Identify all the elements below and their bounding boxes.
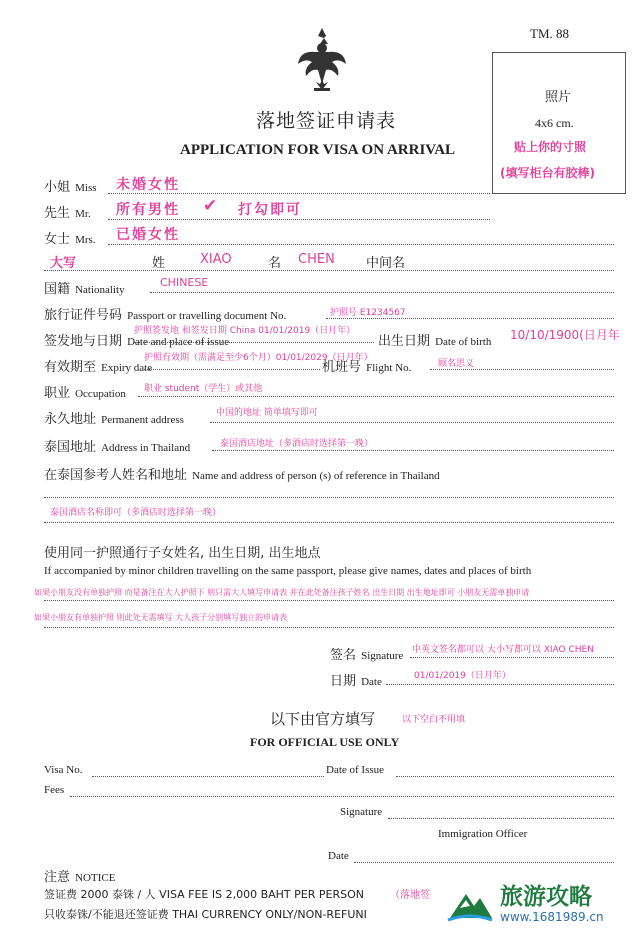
minors-line-2 (44, 627, 614, 628)
permanent-line (210, 422, 614, 423)
signature-label (330, 644, 403, 663)
signature-line (410, 657, 614, 658)
notice-fee-line: 签证费 2000 泰铢 / 人 VISA FEE IS 2,000 BAHT PER PERSON (44, 888, 364, 901)
birth-cn: 出生日期 (378, 334, 431, 349)
permanent-value: 中国的地址 简单填写即可 (216, 408, 318, 418)
check-icon: ✔ (203, 196, 218, 216)
thai-address-cn: 泰国地址 (44, 440, 97, 455)
minors-line-1 (44, 600, 614, 601)
issue-cn: 签发地与日期 (44, 334, 123, 349)
reference-cn: 在泰国参考人姓名和地址 (44, 468, 188, 483)
passport-en: Passport or travelling document No. (127, 310, 287, 322)
photo-note: 贴上你的寸照 (514, 140, 587, 154)
birth-value: 10/10/1900(日月年 (510, 328, 620, 342)
nationality-value: CHINESE (160, 276, 209, 289)
mr-note: 所有男性 (116, 202, 180, 218)
mr-cn: 先生 (44, 206, 71, 221)
given-name-value: CHEN (298, 252, 335, 267)
passport-value: 护照号 E1234567 (330, 308, 406, 318)
mrs-line (108, 244, 614, 245)
date-value: 01/01/2019（日月年） (414, 671, 511, 681)
notice-label (44, 866, 115, 885)
mr-row (44, 202, 91, 221)
official-signature: Signature (340, 806, 383, 818)
thai-address-line (212, 450, 614, 451)
notice-en: NOTICE (75, 872, 116, 884)
official-note: 以下空白不用填 (402, 715, 466, 725)
signature-cn: 签名 (330, 648, 357, 663)
permanent-en: Permanent address (101, 414, 184, 426)
signature-value: 中英文签名都可以 大小写都可以 XIAO CHEN (412, 645, 594, 655)
flight-cn: 机班号 (322, 360, 362, 375)
minors-en: If accompanied by minor children travelling on the same passport, please give names, dates and places of birth (44, 565, 532, 577)
passport-label (44, 304, 286, 323)
occupation-en: Occupation (75, 388, 126, 400)
flight-en: Flight No. (366, 362, 412, 374)
date-of-issue-line (396, 776, 614, 777)
official-date: Date (328, 850, 349, 862)
official-visa-no: Visa No. (44, 764, 83, 776)
mr-en: Mr. (75, 208, 91, 220)
expiry-cn: 有效期至 (44, 360, 97, 375)
notice-currency-line: 只收泰铢/不能退还签证费 THAI CURRENCY ONLY/NON-REFUNI (44, 908, 367, 921)
flight-label (322, 356, 411, 375)
photo-note-glue: (填写柜台有胶棒) (500, 166, 595, 180)
occupation-label (44, 382, 126, 401)
reference-en: Name and address of person (s) of reference in Thailand (192, 470, 440, 482)
visa-no-line (92, 776, 324, 777)
fees-line (70, 796, 614, 797)
caps-note: 大写 (50, 256, 77, 271)
notice-cn: 注意 (44, 870, 71, 885)
garuda-emblem (296, 24, 348, 94)
minors-cn: 使用同一护照通行子女姓名, 出生日期, 出生地点 (44, 546, 321, 561)
expiry-en: Expiry date (101, 362, 153, 374)
mrs-en: Mrs. (75, 234, 96, 246)
given-name-label: 名 (268, 256, 282, 271)
minors-note-2: 如果小朋友有单独护照 则此处无需填写 大人孩子分别填写独立的申请表 (34, 613, 288, 622)
flight-line (430, 369, 614, 370)
title-english: APPLICATION FOR VISA ON ARRIVAL (180, 142, 456, 158)
date-label (330, 670, 382, 689)
issue-en: Date and place of issue (127, 336, 230, 348)
reference-line-2 (44, 522, 614, 523)
photo-label: 照片 (545, 90, 572, 105)
notice-fee-note: （落地签 (390, 890, 430, 901)
thai-address-en: Address in Thailand (101, 442, 191, 454)
expiry-value: 护照有效期（需满足至少6个月）01/01/2029（日月年） (144, 353, 373, 363)
mrs-note: 已婚女性 (116, 227, 180, 243)
passport-line (326, 318, 614, 319)
middle-name-label: 中间名 (366, 256, 406, 271)
mrs-cn: 女士 (44, 232, 71, 247)
miss-cn: 小姐 (44, 180, 71, 195)
expiry-line (144, 369, 320, 370)
permanent-cn: 永久地址 (44, 412, 97, 427)
thai-address-label (44, 436, 190, 455)
reference-value: 泰国酒店名称即可（多酒店时选择第一晚） (50, 508, 222, 518)
surname-label: 姓 (152, 256, 166, 271)
occupation-value: 职业 student（学生）或其他 (144, 384, 263, 394)
signature-en: Signature (361, 650, 404, 662)
official-officer: Immigration Officer (438, 828, 528, 840)
issue-line (134, 342, 374, 343)
miss-note: 未婚女性 (116, 177, 180, 193)
date-cn: 日期 (330, 674, 357, 689)
photo-size: 4x6 cm. (535, 116, 574, 130)
thai-address-value: 泰国酒店地址（多酒店时选择第一晚） (220, 439, 374, 449)
miss-line (108, 193, 490, 194)
occupation-line (138, 396, 614, 397)
date-line (386, 684, 614, 685)
watermark-url: www.1681989.cn (500, 910, 604, 924)
official-date-line (354, 862, 614, 863)
issue-value: 护照签发地 和签发日期 China 01/01/2019（日月年） (134, 326, 356, 336)
birth-label (378, 330, 491, 349)
occupation-cn: 职业 (44, 386, 71, 401)
reference-label (44, 464, 440, 483)
miss-en: Miss (75, 182, 97, 194)
surname-value: XIAO (200, 252, 232, 267)
passport-cn: 旅行证件号码 (44, 308, 123, 323)
official-date-of-issue: Date of Issue (326, 764, 385, 776)
flight-value: 顾名思义 (438, 359, 475, 369)
watermark-logo-text: 旅游攻略 (500, 884, 592, 910)
miss-row (44, 176, 97, 195)
form-code: TM. 88 (530, 26, 569, 41)
official-title-cn: 以下由官方填写 (270, 710, 376, 728)
name-line (44, 270, 614, 271)
nationality-cn: 国籍 (44, 282, 71, 297)
expiry-label (44, 356, 152, 375)
date-en: Date (361, 676, 382, 688)
mr-note-check: 打勾即可 (238, 202, 302, 218)
watermark-logo-icon (446, 882, 494, 926)
title-chinese: 落地签证申请表 (256, 110, 397, 132)
official-signature-line (388, 818, 614, 819)
birth-en: Date of birth (435, 336, 492, 348)
permanent-label (44, 408, 184, 427)
mr-line (108, 219, 490, 220)
nationality-label (44, 278, 125, 297)
nationality-en: Nationality (75, 284, 125, 296)
minors-note-1: 如果小朋友没有单独护照 而是备注在大人护照下 则只需大人填写申请表 并在此处备注孩子姓名 出生日期 出生地址即可 小朋友无需单独申请 (34, 588, 530, 597)
nationality-line (150, 292, 614, 293)
mrs-row (44, 228, 96, 247)
reference-line-1 (44, 497, 614, 498)
official-title-en: FOR OFFICIAL USE ONLY (250, 735, 400, 749)
official-fees: Fees (44, 784, 65, 796)
